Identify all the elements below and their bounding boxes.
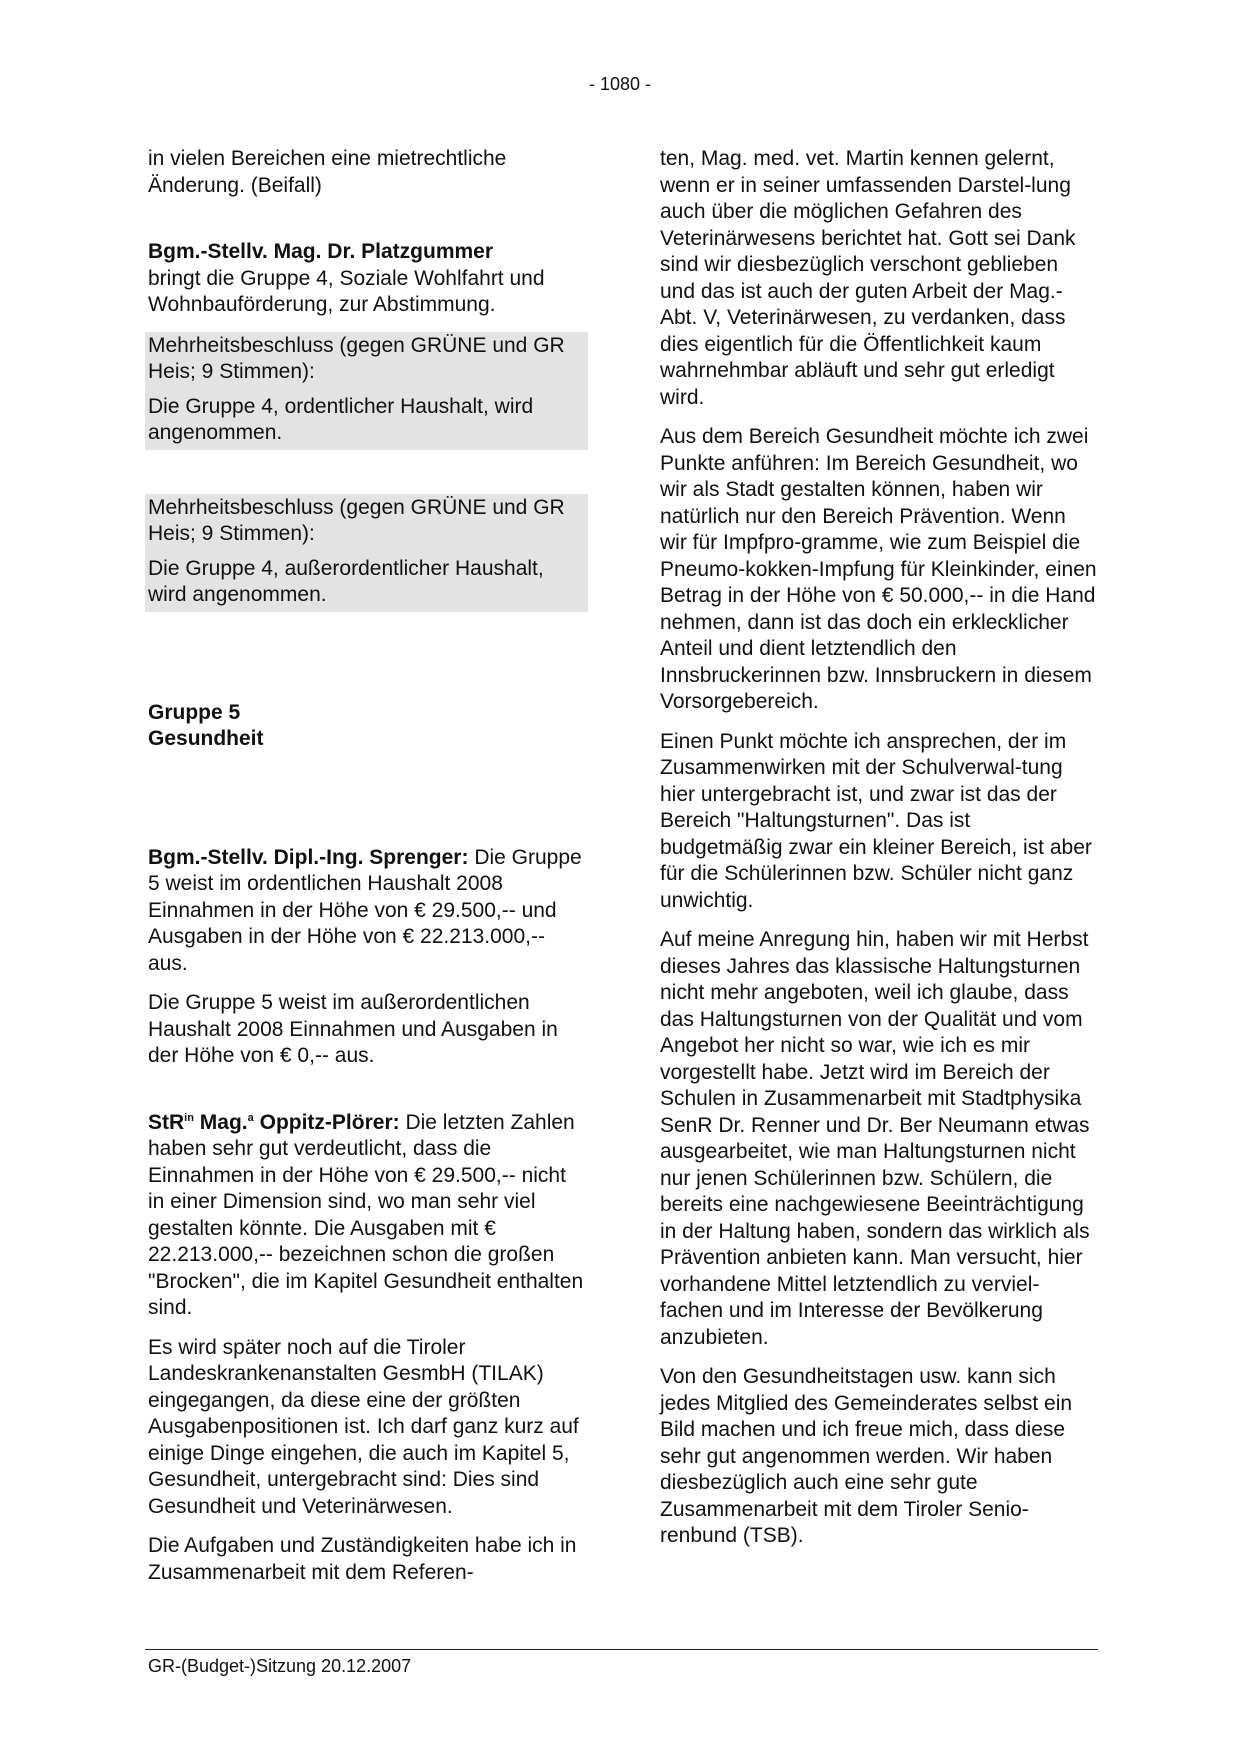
footer-divider <box>145 1649 1098 1650</box>
vote-box <box>145 494 588 612</box>
right-column <box>660 146 1098 1563</box>
speaker-name: Bgm.-Stellv. Dipl.-Ing. Sprenger: <box>148 845 469 869</box>
paragraph: in vielen Bereichen eine mietrechtliche Änderung. (Beifall) <box>148 147 507 197</box>
speaker-paragraph <box>148 845 588 978</box>
section-heading <box>148 700 588 753</box>
vote-text: Die Gruppe 4, außerordentlicher Haushalt, wird angenommen. <box>148 556 544 606</box>
footer-text: GR-(Budget-)Sitzung 20.12.2007 <box>148 1656 412 1676</box>
speaker-name <box>148 1111 400 1134</box>
speaker-text: Die Gruppe 5 weist im ordentlichen Haushalt 2008 Einnahmen in der Höhe von € 29.500,-- und Ausgaben in der Höhe von € 22.213.000,-- aus. <box>148 845 582 975</box>
speaker-title: StR <box>148 1110 185 1134</box>
vote-text: Die Gruppe 4, ordentlicher Haushalt, wird angenommen. <box>148 394 534 444</box>
left-column <box>148 146 588 1599</box>
paragraph: ten, Mag. med. vet. Martin kennen gelernt, wenn er in seiner umfassenden Darstel-lung auch über die möglichen Gefahren des Veterinärwesens berichtet hat. Gott sei Dank sind wir diesbezüglich verschont geblieben und das ist auch der guten Arbeit der Mag.-Abt. V, Veterinärwesen, zu verdanken, dass dies eigentlich für die Öffentlichkeit kaum wahrnehmbar abläuft und sehr gut erledigt wird. <box>660 147 1076 409</box>
speaker-degree: Mag. <box>199 1110 248 1134</box>
section-heading-line: Gruppe 5 <box>148 700 241 724</box>
speaker-paragraph <box>148 239 588 319</box>
vote-box <box>145 332 588 450</box>
vote-result: Mehrheitsbeschluss (gegen GRÜNE und GR Heis; 9 Stimmen): <box>148 333 565 383</box>
paragraph: Aus dem Bereich Gesundheit möchte ich zwei Punkte anführen: Im Bereich Gesundheit, wo wir als Stadt gestalten können, haben wir natürlich nur den Bereich Prävention. Wenn wir für Impfpro-gramme, wie zum Beispiel die Pneumo-kokken-Impfung für Kleinkinder, einen Betrag in der Höhe von € 50.000,-- in die Hand nehmen, dann ist das doch ein erklecklicher Anteil und dient letztendlich den Innsbruckerinnen bzw. Innsbruckern in diesem Vorsorgebereich. <box>660 425 1097 713</box>
speaker-surname: Oppitz-Plörer: <box>259 1110 400 1134</box>
paragraph: Von den Gesundheitstagen usw. kann sich jedes Mitglied des Gemeinderates selbst ein Bild machen und ich freue mich, dass diese sehr gut angenommen werden. Wir haben diesbezüglich auch eine sehr gute Zusammenarbeit mit dem Tiroler Senio-renbund (TSB). <box>660 1365 1073 1547</box>
paragraph: Die Aufgaben und Zuständigkeiten habe ich in Zusammenarbeit mit dem Referen- <box>148 1534 577 1584</box>
speaker-name: Bgm.-Stellv. Mag. Dr. Platzgummer <box>148 240 494 263</box>
vote-result: Mehrheitsbeschluss (gegen GRÜNE und GR Heis; 9 Stimmen): <box>148 495 565 545</box>
paragraph: Einen Punkt möchte ich ansprechen, der im Zusammenwirken mit der Schulverwal-tung hier untergebracht ist, und zwar ist das der Bereich "Haltungsturnen". Das ist budgetmäßig zwar ein kleiner Bereich, ist aber für die Schülerinnen bzw. Schüler nicht ganz unwichtig. <box>660 729 1092 912</box>
section-heading-line: Gesundheit <box>148 727 264 750</box>
paragraph: Es wird später noch auf die Tiroler Landeskrankenanstalten GesmbH (TILAK) eingegangen, da diese eine der größten Ausgabenpositionen ist. Ich darf ganz kurz auf einige Dinge eingehen, die auch im Kapitel 5, Gesundheit, untergebracht sind: Dies sind Gesundheit und Veterinärwesen. <box>148 1335 579 1518</box>
speaker-degree-sup: a <box>247 1111 254 1124</box>
speaker-text: bringt die Gruppe 4, Soziale Wohlfahrt und Wohnbauförderung, zur Abstimmung. <box>148 266 545 316</box>
page-number: - 1080 - <box>588 74 652 94</box>
paragraph: Die Gruppe 5 weist im außerordentlichen Haushalt 2008 Einnahmen und Ausgaben in der Höhe von € 0,-- aus. <box>148 991 558 1067</box>
paragraph: Auf meine Anregung hin, haben wir mit Herbst dieses Jahres das klassische Haltungsturnen nicht mehr angeboten, weil ich glaube, dass das Haltungsturnen von der Qualität und vom Angebot her nicht so war, wie ich es mir vorgestellt habe. Jetzt wird im Bereich der Schulen in Zusammenarbeit mit Stadtphysika SenR Dr. Renner und Dr. Ber Neumann etwas ausgearbeitet, wie man Haltungsturnen nicht nur jenen Schülerinnen bzw. Schülern, die bereits eine nachgewiesene Beeinträchtigung in der Haltung haben, sondern das wirklich als Prävention anbieten kann. Man versucht, hier vorhandene Mittel letztendlich zu verviel-fachen und im Interesse der Bevölkerung anzubieten. <box>660 928 1090 1349</box>
speaker-text: Die letzten Zahlen haben sehr gut verdeutlicht, dass die Einnahmen in der Höhe von € 29.500,-- nicht in einer Dimension sind, wo man sehr viel gestalten könnte. Die Ausgaben mit € 22.213.000,-- bezeichnen schon die großen "Brocken", die im Kapitel Gesundheit enthalten sind. <box>148 1110 584 1319</box>
speaker-title-sup: in <box>184 1111 194 1124</box>
speaker-paragraph <box>148 1110 588 1322</box>
